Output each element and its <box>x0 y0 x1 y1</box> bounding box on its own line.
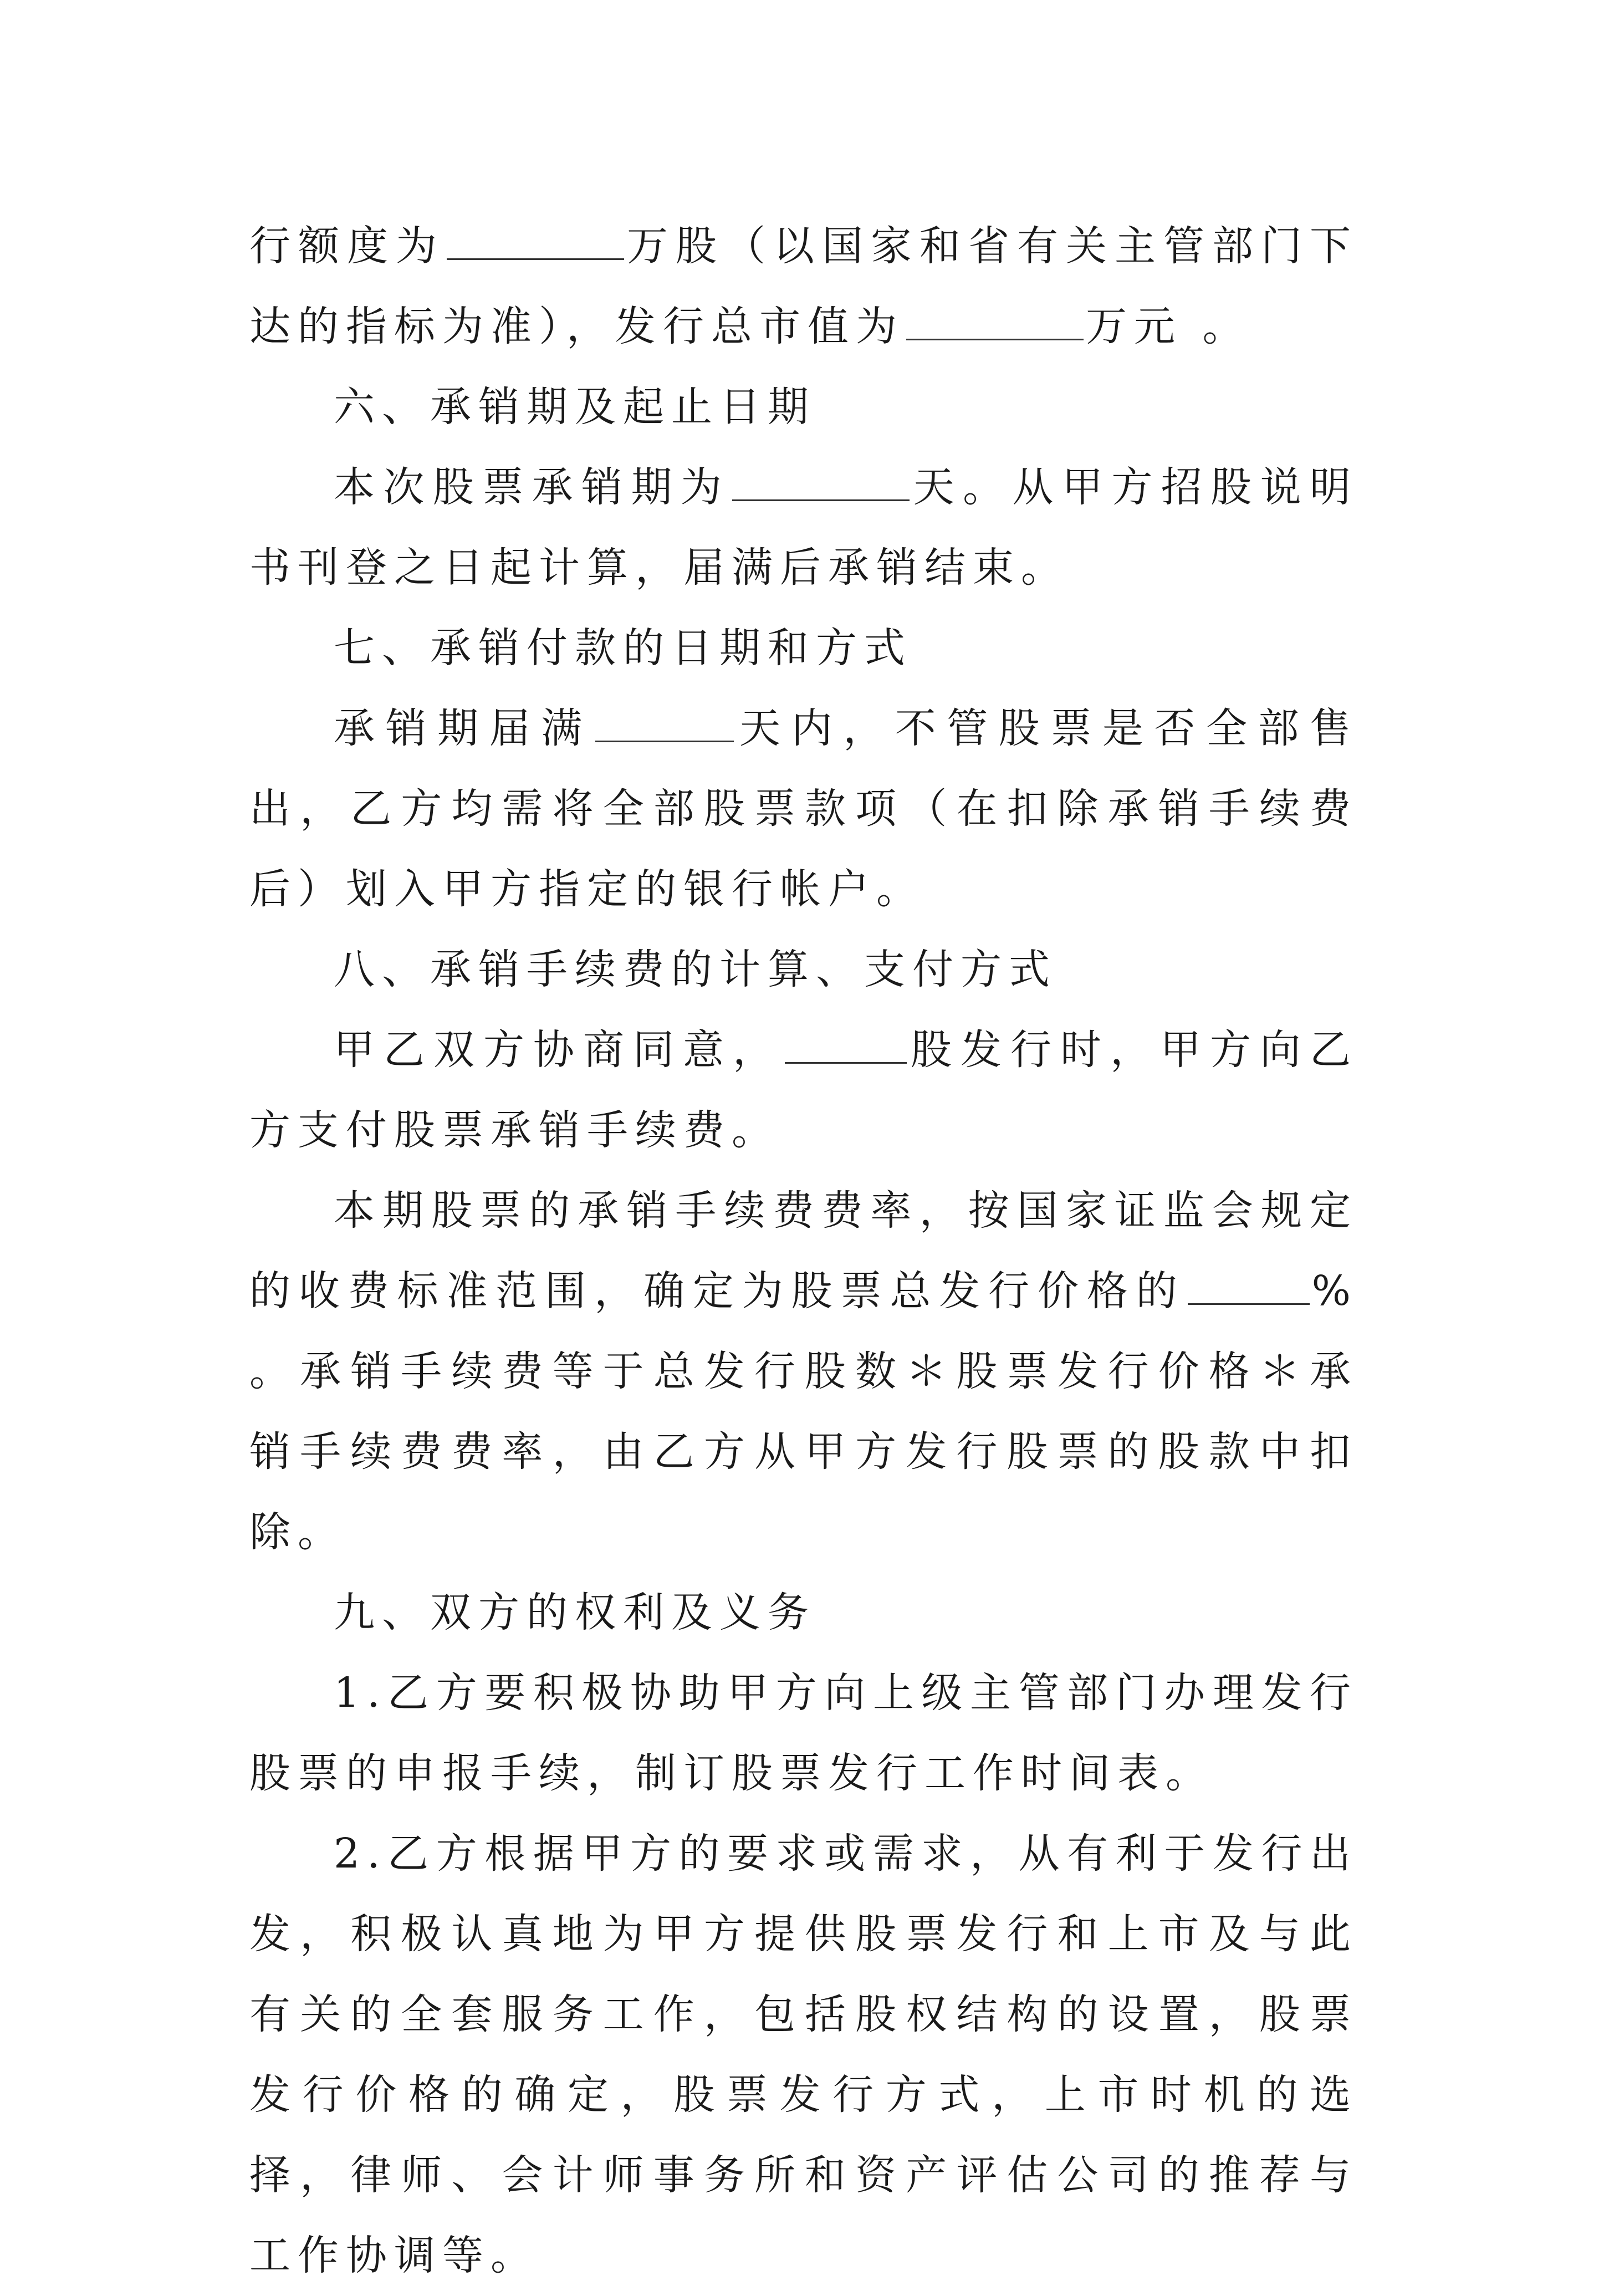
section-heading-8: 八、承销手续费的计算、支付方式 <box>334 946 1057 993</box>
text-segment: 本次股票承销期为 <box>334 463 731 511</box>
text-segment: 万股（以国家和省有关主管部门下达的指标为准），发行总市值为 <box>249 222 1358 350</box>
document-body <box>249 206 1358 2296</box>
blank-line <box>906 302 1084 340</box>
blank-line <box>447 221 624 260</box>
text-segment: 万元 。 <box>1086 303 1251 350</box>
paragraph-issue-amount <box>249 206 1358 367</box>
blank-line <box>1188 1266 1310 1305</box>
blank-line <box>785 1025 907 1064</box>
text-segment: 甲乙双方协商同意， <box>334 1026 783 1074</box>
paragraph-payment <box>249 688 1358 930</box>
paragraph-fee-agreement <box>249 1010 1358 1171</box>
blank-line <box>732 462 910 501</box>
text-segment: 天内，不管股票是否全部售出，乙方均需将全部股票款项（在扣除承销手续费后）划入甲方指定的银行帐户。 <box>249 705 1358 913</box>
text-segment: 股发行时，甲方向乙方支付股票承销手续费。 <box>249 1026 1358 1154</box>
paragraph-obligation-1: 1.乙方要积极协助甲方向上级主管部门办理发行股票的申报手续，制订股票发行工作时间表。 <box>249 1669 1358 1797</box>
paragraph-fee-rate <box>249 1171 1358 1573</box>
blank-line <box>595 703 734 742</box>
section-heading-6: 六、承销期及起止日期 <box>334 383 816 431</box>
paragraph-underwriting-period <box>249 447 1358 608</box>
text-segment: 本期股票的承销手续费费率，按国家证监会规定的收费标准范围，确定为股票总发行价格的 <box>249 1187 1358 1315</box>
text-segment: 承销期届满 <box>334 705 593 752</box>
text-segment: % 。承销手续费等于总发行股数＊股票发行价格＊承销手续费费率，由乙方从甲方发行股票的股款中扣除。 <box>249 1267 1358 1556</box>
section-heading-7: 七、承销付款的日期和方式 <box>334 624 912 672</box>
text-segment: 天。从甲方招股说明书刊登之日起计算，届满后承销结束。 <box>249 463 1358 591</box>
paragraph-obligation-2: 2.乙方根据甲方的要求或需求，从有利于发行出发，积极认真地为甲方提供股票发行和上市及与此有关的全套服务工作，包括股权结构的设置，股票发行价格的确定，股票发行方式，上市时机的选择，律师、会计师事务所和资产评估公司的推荐与工作协调等。 <box>249 1830 1358 2279</box>
section-heading-9: 九、双方的权利及义务 <box>334 1589 816 1636</box>
text-segment: 行额度为 <box>249 222 445 270</box>
